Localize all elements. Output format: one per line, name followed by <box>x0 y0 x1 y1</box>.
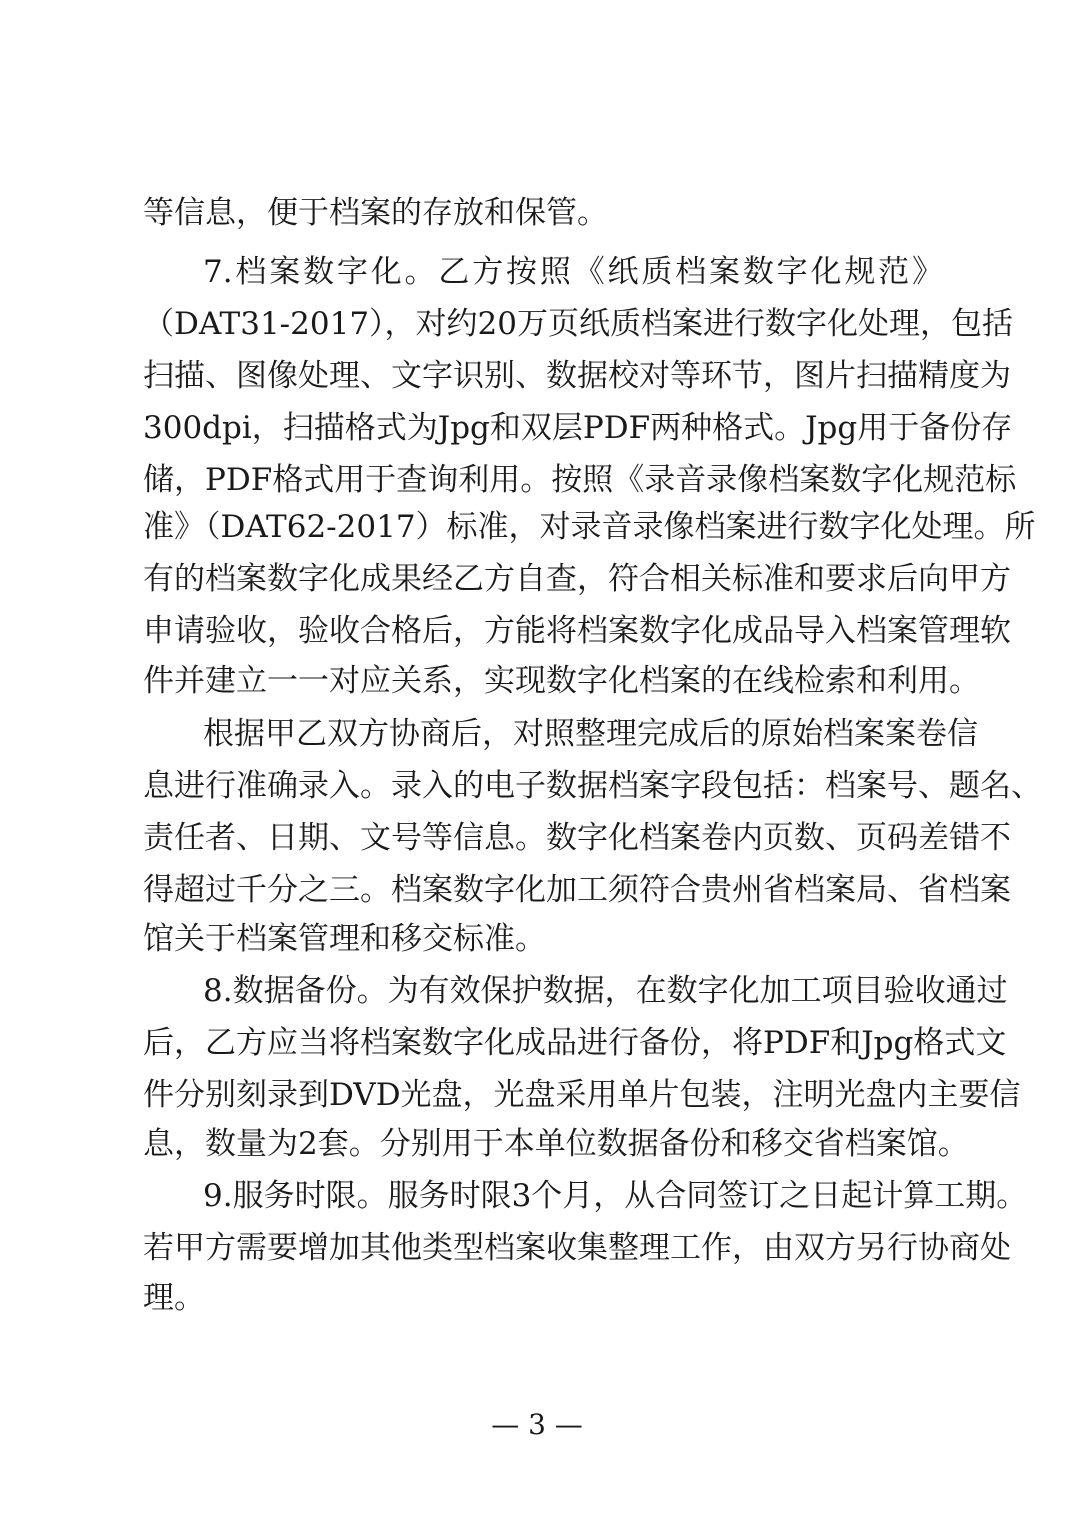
text-line: 8.数据备份。为有效保护数据，在数字化加工项目验收通过 <box>203 973 1008 1009</box>
page-number: — 3 — <box>491 1408 583 1441</box>
text-line: 责任者、日期、文号等信息。数字化档案卷内页数、页码差错不 <box>143 820 1011 856</box>
text-line: 件并建立一一对应关系，实现数字化档案的在线检索和利用。 <box>143 663 980 699</box>
text-line: （DAT31-2017），对约20万页纸质档案进行数字化处理，包括 <box>143 306 1013 342</box>
text-line: 有的档案数字化成果经乙方自查，符合相关标准和要求后向甲方 <box>143 561 1011 597</box>
text-line: 理。 <box>143 1280 205 1316</box>
text-line: 息，数量为2套。分别用于本单位数据备份和移交省档案馆。 <box>143 1126 969 1162</box>
text-line: 300dpi，扫描格式为Jpg和双层PDF两种格式。Jpg用于备份存 <box>143 410 1013 446</box>
text-line: 得超过千分之三。档案数字化加工须符合贵州省档案局、省档案 <box>143 872 1011 908</box>
text-line: 馆关于档案管理和移交标准。 <box>143 921 546 957</box>
text-line: 等信息，便于档案的存放和保管。 <box>143 195 608 231</box>
text-line: 若甲方需要增加其他类型档案收集整理工作，由双方另行协商处 <box>143 1230 1011 1266</box>
text-line: 后，乙方应当将档案数字化成品进行备份，将PDF和Jpg格式文 <box>143 1025 1007 1061</box>
text-line: 扫描、图像处理、文字识别、数据校对等环节，图片扫描精度为 <box>143 358 1011 394</box>
text-line: 件分别刻录到DVD光盘，光盘采用单片包装，注明光盘内主要信 <box>143 1077 1021 1113</box>
text-line: 7.档案数字化。乙方按照《纸质档案数字化规范》 <box>203 254 943 290</box>
text-line: 申请验收，验收合格后，方能将档案数字化成品导入档案管理软 <box>143 613 1011 649</box>
text-line: 准》（DAT62-2017）标准，对录音录像档案进行数字化处理。所 <box>143 509 1036 545</box>
text-line: 9.服务时限。服务时限3个月，从合同签订之日起计算工期。 <box>203 1178 1028 1214</box>
text-line: 储，PDF格式用于查询利用。按照《录音录像档案数字化规范标 <box>143 462 1017 498</box>
text-line: 根据甲乙双方协商后，对照整理完成后的原始档案案卷信 <box>203 716 978 752</box>
text-line: 息进行准确录入。录入的电子数据档案字段包括：档案号、题名、 <box>143 768 1042 804</box>
